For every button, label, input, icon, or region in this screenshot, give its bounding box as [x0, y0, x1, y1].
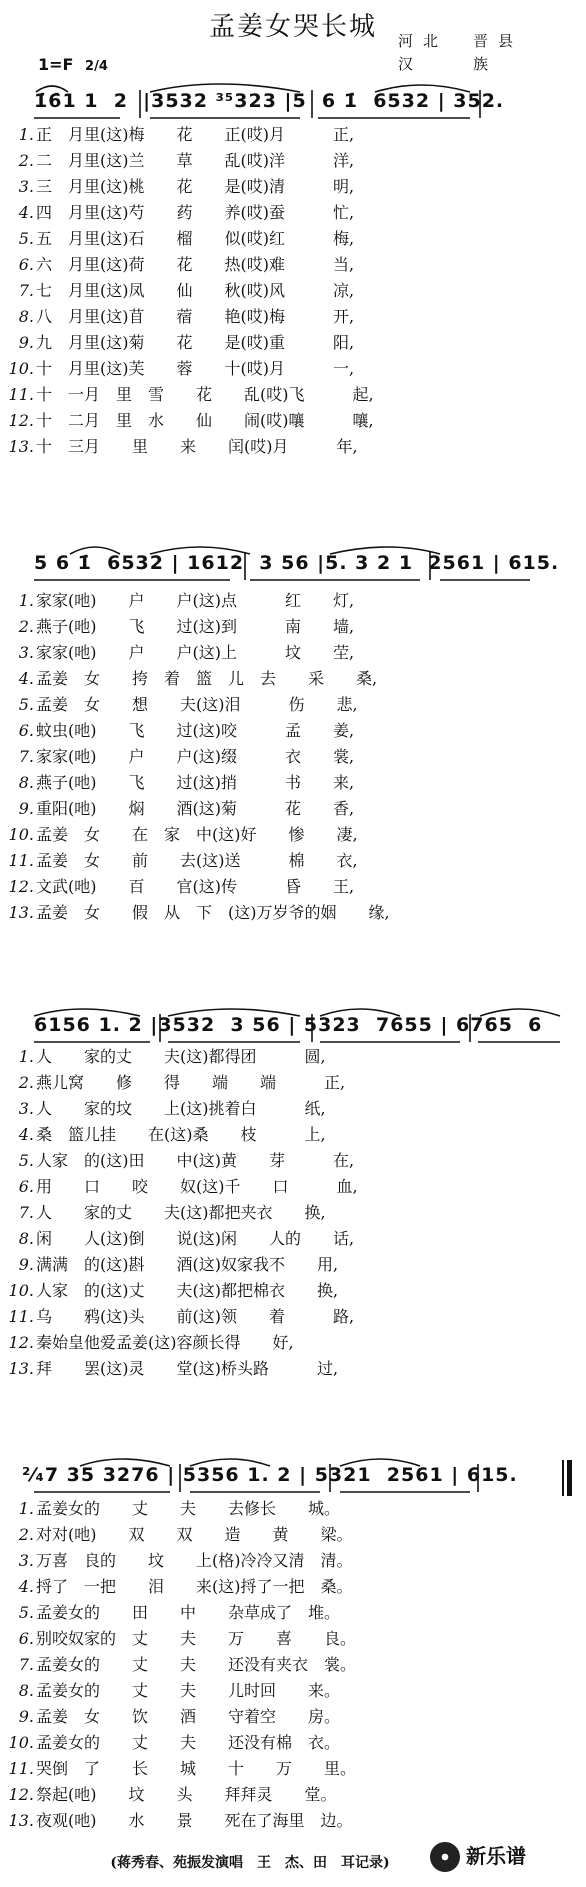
verse-line: 7. 人 家的丈 夫(这)都把夹衣 换, [18, 1203, 326, 1222]
verse-line: 10. 人家 的(这)丈 夫(这)都把棉衣 换, [8, 1281, 339, 1300]
verse-line: 13. 拜 罢(这)灵 堂(这)桥头路 过, [8, 1359, 339, 1378]
verse-line: 4. 四 月里(这)芍 药 养(哎)蚕 忙, [18, 203, 355, 222]
verse-line: 1. 家家(吔) 户 户(这)点 红 灯, [18, 591, 355, 610]
credit-line: (蒋秀春、苑振发演唱 王 杰、田 耳记录) [110, 1855, 390, 1871]
verse-line: 4. 孟姜 女 挎 着 篮 儿 去 采 桑, [18, 669, 378, 688]
verse-line: 13. 孟姜 女 假 从 下 (这)万岁爷的姻 缘, [8, 903, 390, 922]
verse-line: 2. 二 月里(这)兰 草 乱(哎)洋 洋, [18, 151, 355, 170]
verse-line: 11. 哭倒 了 长 城 十 万 里。 [8, 1759, 357, 1778]
notation-line-3: 6156 1. 2 |3532 3 56 | 5323 7655 | 6765 6 [34, 1014, 543, 1036]
verse-line: 1. 人 家的丈 夫(这)都得团 圆, [18, 1047, 326, 1066]
verse-line: 1. 正 月里(这)梅 花 正(哎)月 正, [18, 125, 355, 144]
verse-line: 2. 燕儿窝 修 得 端 端 正, [18, 1073, 346, 1092]
verse-line: 11. 乌 鸦(这)头 前(这)领 着 路, [8, 1307, 355, 1326]
verse-line: 10. 孟姜女的 丈 夫 还没有棉 衣。 [8, 1733, 341, 1752]
verse-line: 10. 孟姜 女 在 家 中(这)好 惨 凄, [8, 825, 358, 844]
verse-line: 11. 十 一月 里 雪 花 乱(哎)飞 起, [8, 385, 374, 404]
verse-line: 2. 对对(吔) 双 双 造 黄 梁。 [18, 1525, 353, 1544]
source-place: 河北 晋县 [398, 32, 524, 50]
verse-line: 7. 家家(吔) 户 户(这)缀 衣 裳, [18, 747, 355, 766]
song-title: 孟姜女哭长城 [208, 12, 377, 42]
verse-line: 9. 重阳(吔) 焖 酒(这)菊 花 香, [18, 799, 355, 818]
verse-line: 5. 孟姜女的 田 中 杂草成了 堆。 [18, 1603, 341, 1622]
verse-line: 13. 夜观(吔) 水 景 死在了海里 边。 [8, 1811, 353, 1830]
record-disc-icon [430, 1842, 460, 1872]
verse-line: 6. 用 口 咬 奴(这)千 口 血, [18, 1177, 358, 1196]
logo-text: 新乐谱 [466, 1844, 526, 1868]
verse-line: 3. 家家(吔) 户 户(这)上 坟 茔, [18, 643, 355, 662]
verse-line: 3. 三 月里(这)桃 花 是(哎)清 明, [18, 177, 355, 196]
verse-line: 9. 孟姜 女 饮 酒 守着空 房。 [18, 1707, 341, 1726]
notation-line-1: 1̇6̇1 1 2 |3532 ³⁵323 |5 6 1̇ 6532 | 352. [34, 90, 505, 112]
verse-line: 5. 孟姜 女 想 夫(这)泪 伤 悲, [18, 695, 358, 714]
verse-line: 3. 人 家的坟 上(这)挑着白 纸, [18, 1099, 326, 1118]
verse-line: 7. 孟姜女的 丈 夫 还没有夹衣 裳。 [18, 1655, 357, 1674]
verse-line: 12. 文武(吔) 百 官(这)传 昏 王, [8, 877, 355, 896]
verse-line: 6. 蚊虫(吔) 飞 过(这)咬 孟 姜, [18, 721, 355, 740]
verse-line: 5. 五 月里(这)石 榴 似(哎)红 梅, [18, 229, 355, 248]
key-label: 1=F [38, 55, 74, 74]
verse-line: 6. 别咬奴家的 丈 夫 万 喜 良。 [18, 1629, 357, 1648]
verse-line: 9. 满满 的(这)斟 酒(这)奴家我不 用, [18, 1255, 339, 1274]
verse-line: 8. 闲 人(这)倒 说(这)闲 人的 话, [18, 1229, 355, 1248]
verse-line: 12. 秦始皇他爱孟姜(这)容颜长得 好, [8, 1333, 294, 1352]
notation-line-4: ²⁄₄7 35 3276 | 5356 1. 2 | 5321 2561 | 615. [22, 1464, 518, 1486]
verse-line: 11. 孟姜 女 前 去(这)送 棉 衣, [8, 851, 358, 870]
verse-line: 7. 七 月里(这)凤 仙 秋(哎)风 凉, [18, 281, 355, 300]
verse-line: 1. 孟姜女的 丈 夫 去修长 城。 [18, 1499, 341, 1518]
verse-line: 13. 十 三月 里 来 闰(哎)月 年, [8, 437, 358, 456]
source-people: 汉 族 [398, 55, 499, 73]
verse-line: 4. 捋了 一把 泪 来(这)捋了一把 桑。 [18, 1577, 353, 1596]
verse-line: 8. 燕子(吔) 飞 过(这)捎 书 来, [18, 773, 355, 792]
verse-line: 10. 十 月里(这)芙 蓉 十(哎)月 一, [8, 359, 355, 378]
verse-line: 6. 六 月里(这)荷 花 热(哎)难 当, [18, 255, 355, 274]
verse-line: 2. 燕子(吔) 飞 过(这)到 南 墙, [18, 617, 355, 636]
verse-line: 9. 九 月里(这)菊 花 是(哎)重 阳, [18, 333, 355, 352]
verse-line: 12. 十 二月 里 水 仙 闹(哎)嚷 嚷, [8, 411, 374, 430]
verse-line: 12. 祭起(吔) 坟 头 拜拜灵 堂。 [8, 1785, 337, 1804]
verse-line: 8. 八 月里(这)苜 蓿 艳(哎)梅 开, [18, 307, 355, 326]
time-signature: 2/4 [85, 59, 108, 74]
site-logo [466, 1840, 526, 1869]
verse-line: 5. 人家 的(这)田 中(这)黄 芽 在, [18, 1151, 355, 1170]
notation-line-2: 5 6 1̇ 6532 | 1612 3 56 |5. 3 2 1 2561 | 615. [34, 552, 560, 574]
verse-line: 4. 桑 篮儿挂 在(这)桑 枝 上, [18, 1125, 326, 1144]
verse-line: 8. 孟姜女的 丈 夫 儿时回 来。 [18, 1681, 341, 1700]
verse-line: 3. 万喜 良的 坟 上(格)冷冷又清 清。 [18, 1551, 353, 1570]
